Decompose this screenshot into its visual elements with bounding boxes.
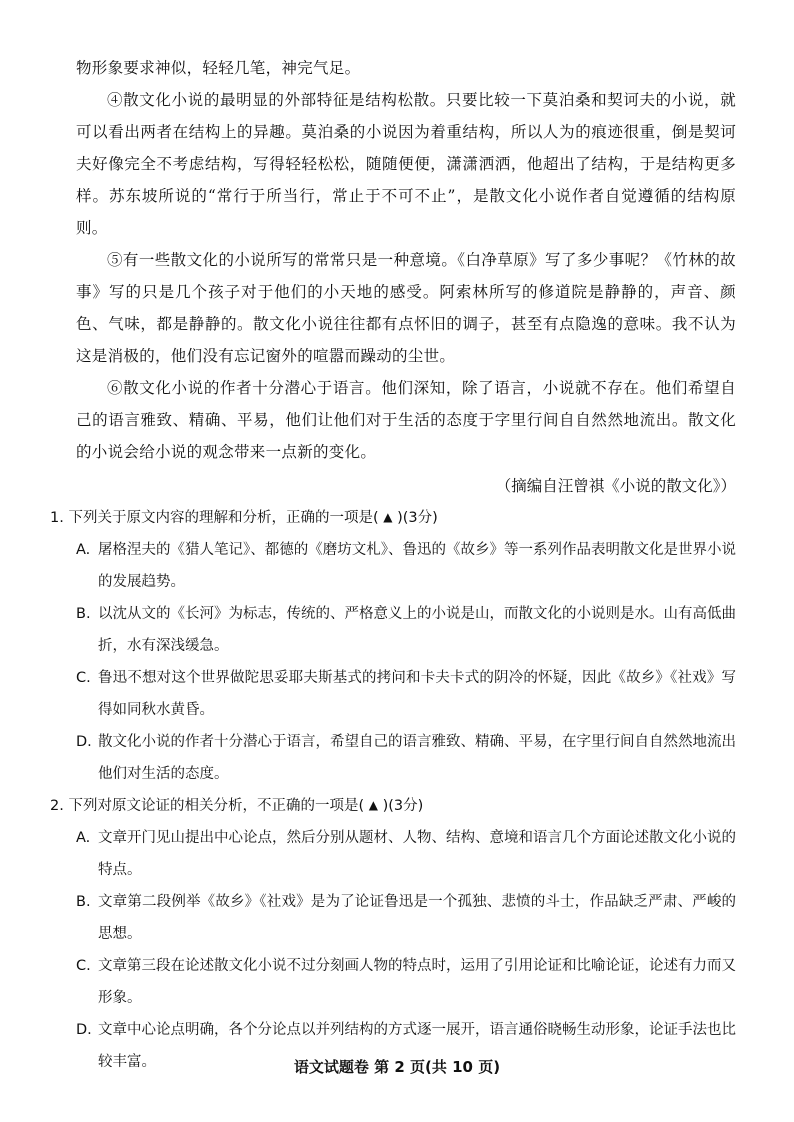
option-b (76, 886, 736, 950)
option-text: 鲁迅不想对这个世界做陀思妥耶夫斯基式的拷问和卡夫卡式的阴冷的怀疑，因此《故乡》《社戏》写得如同秋水黄昏。 (98, 670, 736, 718)
passage-paragraph-6: ⑥散文化小说的作者十分潜心于语言。他们深知，除了语言，小说就不存在。他们希望自己的语言雅致、精确、平易，他们让他们对于生活的态度于字里行间自自然然地流出。散文化的小说会给小说的观念带来一点新的变化。 (76, 379, 736, 461)
option-c (76, 662, 736, 726)
question-stem-text: 1. 下列关于原文内容的理解和分析，正确的一项是( (50, 510, 379, 526)
question-points: )(3分) (382, 798, 424, 814)
option-c (76, 950, 736, 1014)
passage-source: （摘编自汪曾祺《小说的散文化》） (495, 477, 736, 495)
option-letter: A. (76, 542, 91, 558)
option-text: 文章开门见山提出中心论点，然后分别从题材、人物、结构、意境和语言几个方面论述散文化小说的特点。 (98, 830, 736, 878)
option-letter: B. (76, 894, 91, 910)
option-text: 屠格涅夫的《猎人笔记》、都德的《磨坊文札》、鲁迅的《故乡》等一系列作品表明散文化是世界小说的发展趋势。 (98, 542, 736, 590)
option-text: 文章中心论点明确，各个分论点以并列结构的方式逐一展开，语言通俗晓畅生动形象，论证手法也比较丰富。 (98, 1022, 736, 1070)
option-letter: B. (76, 606, 91, 622)
option-d (76, 726, 736, 790)
passage-paragraph-continued: 物形象要求神似，轻轻几笔，神完气足。 (76, 59, 361, 77)
question-points: )(3分) (397, 510, 438, 526)
option-a (76, 534, 736, 598)
answer-blank-mark: ▲ (368, 798, 378, 812)
option-letter: D. (76, 1022, 92, 1038)
question-stem (50, 502, 736, 534)
option-text: 文章第三段在论述散文化小说不过分刻画人物的特点时，运用了引用论证和比喻论证，论述有力而又形象。 (98, 958, 736, 1006)
option-letter: C. (76, 958, 91, 974)
option-a (76, 822, 736, 886)
option-letter: D. (76, 734, 92, 750)
option-letter: C. (76, 670, 91, 686)
option-text: 以沈从文的《长河》为标志，传统的、严格意义上的小说是山，而散文化的小说则是水。山有高低曲折，水有深浅缓急。 (98, 606, 736, 654)
question-stem-text: 2. 下列对原文论证的相关分析，不正确的一项是( (50, 798, 365, 814)
question-2 (50, 790, 736, 1078)
option-b (76, 598, 736, 662)
option-letter: A. (76, 830, 91, 846)
option-text: 散文化小说的作者十分潜心于语言，希望自己的语言雅致、精确、平易，在字里行间自自然然地流出他们对生活的态度。 (98, 734, 736, 782)
passage-paragraph-4: ④散文化小说的最明显的外部特征是结构松散。只要比较一下莫泊桑和契诃夫的小说，就可以看出两者在结构上的异趣。莫泊桑的小说因为着重结构，所以人为的痕迹很重，倒是契诃夫好像完全不考虑结构，写得轻轻松松，随随便便，潇潇洒洒，他超出了结构，于是结构更多样。苏东坡所说的“常行于所当行，常止于不可不止”，是散文化小说作者自觉遵循的结构原则。 (76, 91, 736, 237)
passage-paragraph-5: ⑤有一些散文化的小说所写的常常只是一种意境。《白净草原》写了多少事呢？《竹林的故事》写的只是几个孩子对于他们的小天地的感受。阿索林所写的修道院是静静的，声音、颜色、气味，都是静静的。散文化小说往往都有点怀旧的调子，甚至有点隐逸的意味。我不认为这是消极的，他们没有忘记窗外的喧嚣而躁动的尘世。 (76, 251, 736, 365)
page-footer: 语文试题卷 第 2 页(共 10 页) (293, 1058, 501, 1076)
answer-blank-mark: ▲ (383, 510, 393, 524)
question-stem (50, 790, 736, 822)
option-text: 文章第二段例举《故乡》《社戏》是为了论证鲁迅是一个孤独、悲愤的斗士，作品缺乏严肃、严峻的思想。 (98, 894, 736, 942)
question-1 (50, 502, 736, 790)
